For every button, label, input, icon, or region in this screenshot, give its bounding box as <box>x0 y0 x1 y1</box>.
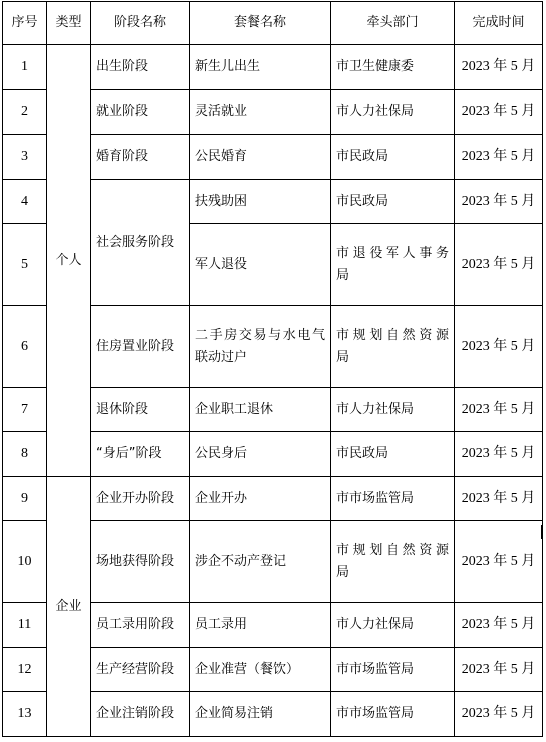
package-cell: 涉企不动产登记 <box>190 521 331 603</box>
time-cell: 2023 年 5 月 <box>455 306 543 388</box>
stage-cell: “身后”阶段 <box>91 432 190 477</box>
dept-cell: 市人力社保局 <box>331 90 455 135</box>
dept-cell: 市人力社保局 <box>331 603 455 648</box>
row-number: 6 <box>3 306 47 388</box>
dept-cell: 市民政局 <box>331 135 455 180</box>
row-number: 5 <box>3 224 47 306</box>
time-cell: 2023 年 5 月 <box>455 477 543 521</box>
header-row <box>3 2 543 45</box>
package-cell: 公民婚育 <box>190 135 331 180</box>
row-number: 12 <box>3 648 47 692</box>
dept-cell: 市民政局 <box>331 432 455 477</box>
header-cell-no: 序号 <box>3 2 47 45</box>
dept-line: 局 <box>336 349 350 365</box>
stage-cell: 场地获得阶段 <box>91 521 190 603</box>
dept-cell: 市市场监管局 <box>331 477 455 521</box>
dept-line: 市规划自然资源 <box>336 542 449 558</box>
package-line: 联动过户 <box>195 349 248 365</box>
stage-cell: 就业阶段 <box>91 90 190 135</box>
header-cell-time: 完成时间 <box>455 2 543 45</box>
dept-cell: 市市场监管局 <box>331 692 455 737</box>
stage-cell: 生产经营阶段 <box>91 648 190 692</box>
dept-line: 局 <box>336 267 350 283</box>
stage-cell: 婚育阶段 <box>91 135 190 180</box>
time-cell: 2023 年 5 月 <box>455 432 543 477</box>
row-number: 8 <box>3 432 47 477</box>
time-cell: 2023 年 5 月 <box>455 45 543 90</box>
table-row <box>3 45 543 90</box>
time-cell: 2023 年 5 月 <box>455 648 543 692</box>
dept-cell: 市卫生健康委 <box>331 45 455 90</box>
header-cell-package: 套餐名称 <box>190 2 331 45</box>
header-cell-type: 类型 <box>47 2 91 45</box>
time-cell: 2023 年 5 月 <box>455 224 543 306</box>
dept-cell <box>331 521 455 603</box>
stage-cell: 退休阶段 <box>91 388 190 432</box>
time-cell: 2023 年 5 月 <box>455 135 543 180</box>
dept-cell: 市民政局 <box>331 180 455 224</box>
header-cell-dept: 牵头部门 <box>331 2 455 45</box>
time-cell: 2023 年 5 月 <box>455 388 543 432</box>
row-number: 9 <box>3 477 47 521</box>
package-cell: 军人退役 <box>190 224 331 306</box>
row-number: 13 <box>3 692 47 737</box>
type-cell-personal: 个人 <box>47 45 91 477</box>
stage-cell: 员工录用阶段 <box>91 603 190 648</box>
package-cell: 灵活就业 <box>190 90 331 135</box>
dept-cell: 市人力社保局 <box>331 388 455 432</box>
package-cell: 扶残助困 <box>190 180 331 224</box>
package-cell: 新生儿出生 <box>190 45 331 90</box>
dept-line: 市退役军人事务 <box>336 245 449 261</box>
dept-cell <box>331 224 455 306</box>
time-cell: 2023 年 5 月 <box>455 692 543 737</box>
stage-cell: 社会服务阶段 <box>91 180 190 306</box>
stage-cell: 住房置业阶段 <box>91 306 190 388</box>
dept-line: 市规划自然资源 <box>336 327 449 343</box>
row-number: 3 <box>3 135 47 180</box>
dept-cell: 市市场监管局 <box>331 648 455 692</box>
package-cell: 企业开办 <box>190 477 331 521</box>
header-cell-stage: 阶段名称 <box>91 2 190 45</box>
package-cell: 企业准营（餐饮） <box>190 648 331 692</box>
time-cell: 2023 年 5 月 <box>455 90 543 135</box>
stage-cell: 企业开办阶段 <box>91 477 190 521</box>
package-line: 二手房交易与水电气 <box>195 327 325 343</box>
package-cell: 企业职工退休 <box>190 388 331 432</box>
text-cursor-icon <box>541 525 543 539</box>
time-cell: 2023 年 5 月 <box>455 521 543 603</box>
task-table <box>2 1 543 737</box>
row-number: 7 <box>3 388 47 432</box>
time-cell: 2023 年 5 月 <box>455 180 543 224</box>
type-cell-enterprise: 企业 <box>47 477 91 737</box>
table-row <box>3 477 543 521</box>
time-cell: 2023 年 5 月 <box>455 603 543 648</box>
package-cell: 公民身后 <box>190 432 331 477</box>
stage-cell: 出生阶段 <box>91 45 190 90</box>
row-number: 4 <box>3 180 47 224</box>
row-number: 2 <box>3 90 47 135</box>
row-number: 11 <box>3 603 47 648</box>
package-cell: 企业简易注销 <box>190 692 331 737</box>
package-cell <box>190 306 331 388</box>
dept-line: 局 <box>336 564 350 580</box>
stage-cell: 企业注销阶段 <box>91 692 190 737</box>
dept-cell <box>331 306 455 388</box>
row-number: 1 <box>3 45 47 90</box>
package-cell: 员工录用 <box>190 603 331 648</box>
row-number: 10 <box>3 521 47 603</box>
